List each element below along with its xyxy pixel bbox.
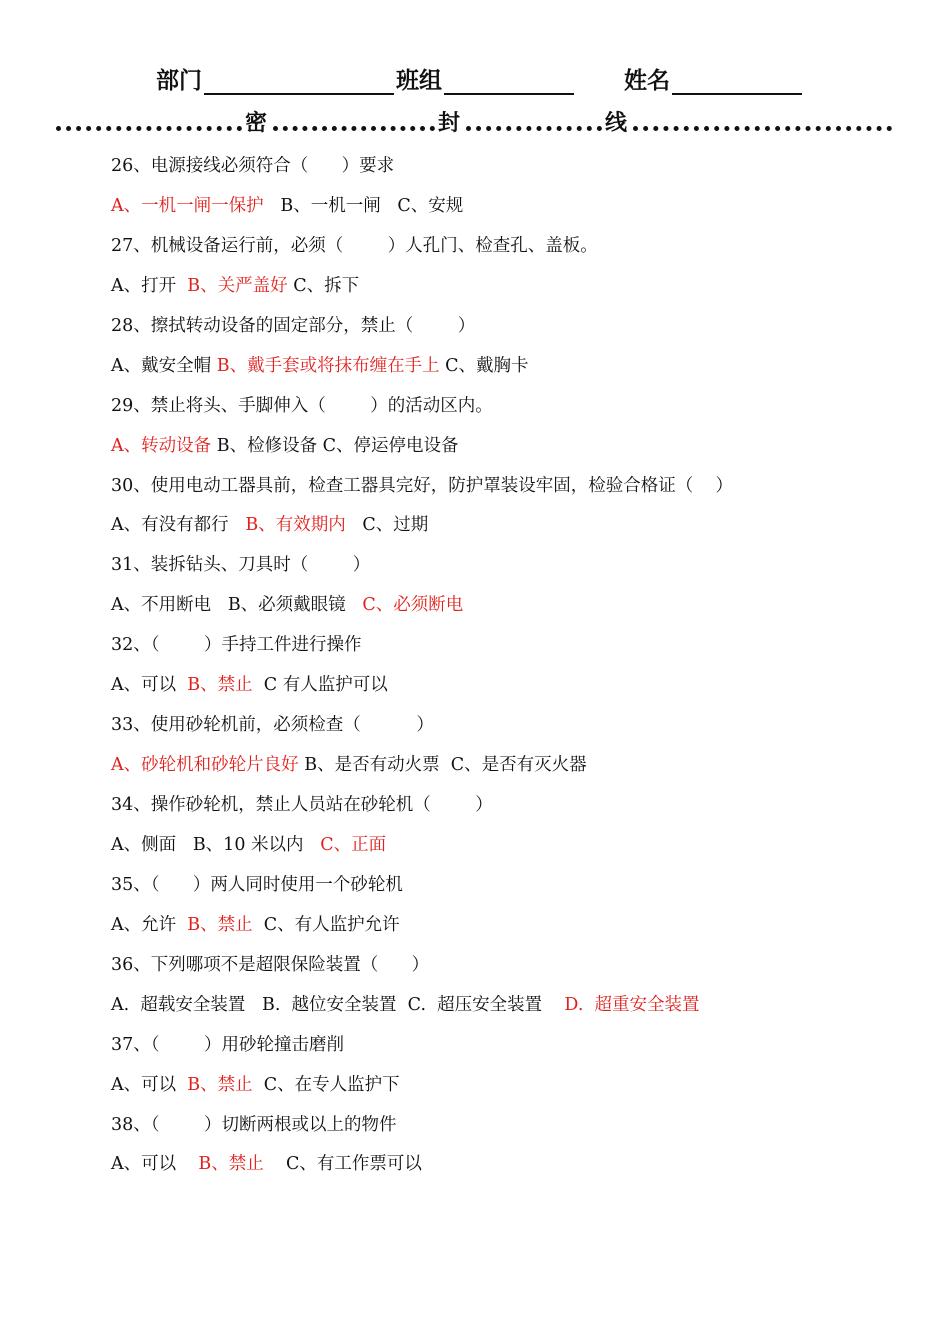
correct-answer: B、禁止 bbox=[198, 1154, 264, 1175]
department-field bbox=[156, 62, 394, 95]
question-text: 38、（ ）切断两根或以上的物件 bbox=[111, 1114, 397, 1135]
answer-option: B、检修设备 C、停运停电设备 bbox=[211, 435, 459, 456]
seal-dots bbox=[56, 126, 242, 131]
question-text: 35、（ ）两人同时使用一个砂轮机 bbox=[111, 874, 403, 895]
answer-options bbox=[111, 430, 911, 470]
answer-options bbox=[111, 909, 911, 949]
question-text: 34、操作砂轮机，禁止人员站在砂轮机（ ） bbox=[111, 795, 493, 815]
question-list bbox=[111, 150, 911, 1188]
answer-option: B、是否有动火票 C、是否有灭火器 bbox=[298, 755, 587, 776]
answer-option: A、打开 bbox=[111, 275, 188, 296]
correct-answer: B、戴手套或将抹布缠在手上 bbox=[216, 355, 440, 376]
correct-answer: D. 超重安全装置 bbox=[564, 994, 700, 1015]
correct-answer: B、有效期内 bbox=[245, 515, 346, 536]
seal-dots bbox=[273, 126, 435, 131]
answer-options bbox=[111, 589, 911, 629]
answer-option: C、在专人监护下 bbox=[252, 1074, 400, 1095]
answer-options bbox=[111, 1148, 911, 1188]
question-text: 31、装拆钻头、刀具时（ ） bbox=[111, 555, 371, 576]
answer-options bbox=[111, 190, 911, 230]
answer-options bbox=[111, 669, 911, 709]
question-text: 32、（ ）手持工件进行操作 bbox=[111, 635, 362, 656]
question-text: 26、电源接线必须符合（ ）要求 bbox=[111, 156, 395, 176]
seal-dots bbox=[633, 126, 892, 131]
answer-option: C、有人监护允许 bbox=[252, 914, 400, 935]
answer-options bbox=[111, 509, 911, 549]
answer-option: A、有没有都行 bbox=[111, 515, 246, 536]
seal-line bbox=[56, 104, 892, 140]
team-label: 班组 bbox=[396, 68, 442, 94]
answer-option: C 有人监护可以 bbox=[252, 675, 388, 696]
seal-char-mi: 密 bbox=[245, 106, 267, 137]
question-text: 37、（ ）用砂轮撞击磨削 bbox=[111, 1034, 345, 1055]
seal-char-xian: 线 bbox=[605, 106, 627, 137]
correct-answer: C、正面 bbox=[320, 834, 387, 855]
answer-option: A. 超载安全装置 B. 越位安全装置 C. 超压安全装置 bbox=[111, 994, 565, 1015]
answer-option: A、允许 bbox=[111, 914, 188, 935]
answer-options bbox=[111, 270, 911, 310]
question-text: 30、使用电动工器具前，检查工器具完好，防护罩装设牢固，检验合格证（ ） bbox=[111, 475, 734, 496]
seal-char-feng: 封 bbox=[438, 106, 460, 137]
answer-options bbox=[111, 1069, 911, 1109]
question-text: 28、擦拭转动设备的固定部分，禁止（ ） bbox=[111, 315, 476, 336]
answer-option: C、拆下 bbox=[287, 275, 360, 296]
question-text: 29、禁止将头、手脚伸入（ ）的活动区内。 bbox=[111, 395, 493, 416]
team-field bbox=[396, 62, 574, 95]
team-blank[interactable] bbox=[444, 65, 574, 95]
question-text: 36、下列哪项不是超限保险装置（ ） bbox=[111, 954, 430, 975]
answer-option: C、戴胸卡 bbox=[439, 355, 529, 376]
answer-options bbox=[111, 989, 911, 1029]
answer-option: A、不用断电 B、必须戴眼镜 bbox=[111, 595, 363, 616]
exam-header bbox=[0, 62, 950, 102]
question-text: 33、使用砂轮机前，必须检查（ ） bbox=[111, 715, 434, 736]
answer-option: C、有工作票可以 bbox=[263, 1154, 422, 1175]
department-blank[interactable] bbox=[204, 65, 394, 95]
answer-option: B、一机一闸 bbox=[263, 195, 381, 216]
question-text: 27、机械设备运行前，必须（ ）人孔门、检查孔、盖板。 bbox=[111, 235, 598, 256]
name-label: 姓名 bbox=[624, 68, 670, 94]
answer-options bbox=[111, 829, 911, 869]
answer-option: A、可以 bbox=[111, 675, 188, 696]
answer-options bbox=[111, 350, 911, 390]
correct-answer: C、必须断电 bbox=[362, 595, 464, 616]
answer-options bbox=[111, 749, 911, 789]
correct-answer: A、砂轮机和砂轮片良好 bbox=[111, 755, 299, 776]
correct-answer: B、禁止 bbox=[187, 1074, 253, 1095]
correct-answer: A、一机一闸一保护 bbox=[111, 195, 264, 216]
correct-answer: B、关严盖好 bbox=[187, 275, 288, 296]
answer-option: A、侧面 B、10 米以内 bbox=[111, 834, 321, 855]
answer-option: A、戴安全帽 bbox=[111, 355, 217, 376]
name-field bbox=[624, 62, 802, 95]
department-label: 部门 bbox=[156, 68, 202, 94]
answer-option: A、可以 bbox=[111, 1154, 199, 1175]
correct-answer: A、转动设备 bbox=[111, 435, 212, 456]
correct-answer: B、禁止 bbox=[187, 914, 253, 935]
name-blank[interactable] bbox=[672, 65, 802, 95]
answer-option: C、过期 bbox=[345, 515, 429, 536]
correct-answer: B、禁止 bbox=[187, 675, 253, 696]
answer-option: A、可以 bbox=[111, 1074, 188, 1095]
answer-option: C、安规 bbox=[380, 195, 464, 216]
seal-dots bbox=[466, 126, 602, 131]
